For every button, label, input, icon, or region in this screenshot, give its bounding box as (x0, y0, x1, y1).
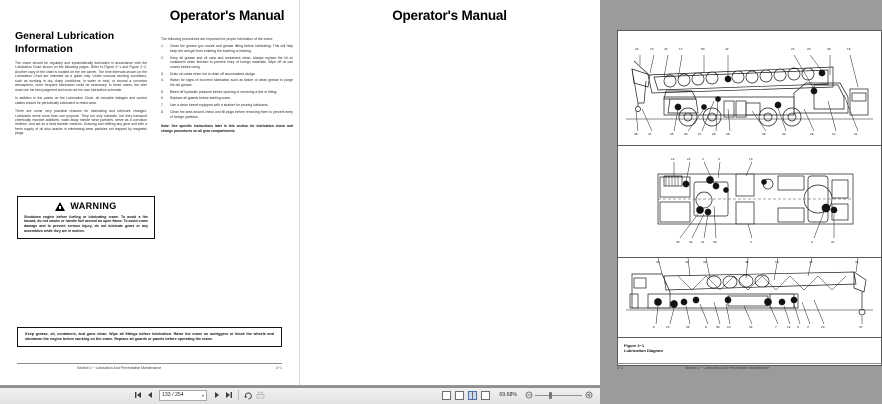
callout: 6 (653, 325, 655, 329)
callout: 3 (807, 325, 809, 329)
callout: 5 (797, 325, 799, 329)
callout: 2 (702, 157, 704, 161)
callout: 33 (676, 240, 680, 244)
list-number: 7. (161, 103, 164, 108)
warning-text: Shutdown engine before fueling or lubricating crane. To avoid a fire hazard, do not smoke or handle fuel around an open flame. To avoid crane damage and to prevent serious injury, do not lubricate gears or any assemblies while they are in motion. (24, 214, 148, 233)
warning-label: WARNING (70, 201, 117, 211)
page-number-input[interactable] (159, 390, 207, 401)
callout: 38 (716, 325, 720, 329)
callout: 40 (782, 132, 786, 136)
callout: 31 (701, 240, 705, 244)
footer-section-text: Section 2 − Lubrication And Preventative Maintenance (77, 366, 162, 370)
warning-triangle-icon (55, 202, 65, 211)
page-title-left: Operator's Manual (169, 8, 285, 23)
rotate-icon[interactable] (244, 390, 253, 401)
viewer-toolbar[interactable] (0, 385, 600, 404)
zoom-control[interactable] (524, 390, 593, 401)
notice-box (17, 327, 282, 347)
callout: 13 (749, 157, 753, 161)
continuous-view-button[interactable] (455, 391, 464, 400)
callout: 41 (685, 260, 689, 264)
list-item (161, 72, 293, 76)
paragraph-2: In addition to the points on the Lubrication Chart, all movable linkages and control cables should be periodically lubricated to resist wear. (15, 96, 147, 105)
zoom-slider-track (535, 395, 582, 396)
callout: 29 (810, 132, 814, 136)
page-title-right: Operator's Manual (392, 8, 507, 23)
zoom-out-icon[interactable] (524, 390, 533, 401)
callout: 25 (670, 132, 674, 136)
list-item (161, 103, 293, 107)
list-text: Drain oil cases when hot to drain off accumulated sludge. (170, 71, 256, 76)
page-number-value: 133 / 254 (162, 392, 184, 398)
callout: 24 (635, 47, 639, 51)
callout: 4 (750, 240, 752, 244)
procedures-note: Note: See specific instructions later in this section for lubrication check and change procedures on all gear compartments. (161, 124, 293, 133)
callout: 10 (727, 325, 731, 329)
figure-panel-top-view (618, 146, 881, 258)
right-column (161, 37, 293, 133)
list-item (161, 44, 293, 53)
footer-left (17, 363, 282, 372)
zoom-level-label: 69.68% (499, 392, 517, 398)
warning-header (24, 201, 148, 211)
list-number: 6. (161, 96, 164, 101)
callout: 7 (775, 325, 777, 329)
callout: 51 (854, 132, 858, 136)
next-page-button[interactable] (212, 390, 221, 401)
page-left (0, 0, 300, 386)
callout: 14 (832, 132, 836, 136)
list-text: Watch for signs of incorrect lubrication such as failure of clean grease to purge the old grease. (170, 78, 293, 87)
list-text: Replace all guards before starting crane. (170, 96, 232, 101)
callout: 21 (687, 157, 691, 161)
procedures-list (161, 44, 293, 119)
chevron-down-icon[interactable]: ▾ (201, 392, 204, 398)
callout: 15 (666, 325, 670, 329)
callout: 36 (686, 325, 690, 329)
list-number: 1. (161, 44, 164, 49)
toolbar-separator (238, 390, 239, 400)
paragraph-3: There are some very practical reasons for lubricating and lubricant changes. Lubricants serve more than one purpose. They not only lubricate, but they transport chemically reactive additives, wash away minute wear particles, serve as a corrosion inhibitor, and act as a heat transfer medium. Draining and refilling any gear unit with a fresh supply of oil also assists in eliminating wear particles not trapped by magnetic plugs. (15, 109, 147, 136)
callout: 23 (821, 325, 825, 329)
callout: 22 (791, 47, 795, 51)
left-column (15, 30, 147, 140)
page-navigation-group[interactable] (133, 390, 265, 401)
list-item (161, 110, 293, 119)
lubrication-figure (617, 30, 882, 366)
callout: 47 (648, 132, 652, 136)
zoom-slider[interactable] (535, 392, 582, 399)
callout: 34 (749, 325, 753, 329)
callout: 30 (713, 240, 717, 244)
callout: 42 (703, 260, 707, 264)
figure-number: Figure 2−1 (624, 343, 645, 348)
callout: 19 (650, 47, 654, 51)
last-page-button[interactable] (224, 390, 233, 401)
page-right (300, 0, 863, 386)
callout: 12 (671, 157, 675, 161)
callout: 8 (705, 325, 707, 329)
callout: 39 (762, 132, 766, 136)
footer-page-number: 2−1 (276, 366, 282, 370)
intro-paragraphs (15, 61, 147, 136)
list-item (161, 78, 293, 87)
procedures-intro: The following procedures are important for proper lubrication of the crane: (161, 37, 274, 41)
footer-row (617, 366, 882, 370)
callout: 14 (787, 325, 791, 329)
callout: 26 (684, 132, 688, 136)
figure-panel-travel-view (618, 258, 881, 338)
list-number: 2. (161, 55, 164, 60)
zoom-in-icon[interactable] (584, 390, 593, 401)
callout: 29 (712, 132, 716, 136)
single-page-view-button[interactable] (442, 391, 451, 400)
callout: 32 (689, 240, 693, 244)
callout: 9 (811, 240, 813, 244)
toolbar-top-edge (0, 386, 600, 388)
callout: 44 (855, 260, 859, 264)
footer-rule (17, 363, 282, 364)
warning-box (17, 196, 155, 239)
list-number: 5. (161, 89, 164, 94)
callout: 38 (745, 260, 749, 264)
callout: 46 (809, 260, 813, 264)
footer-row (17, 366, 282, 370)
footer-rule (617, 363, 882, 364)
list-text: Keep all grease and oil cans and containers clean. Always replace the lid on containers when finished to prevent entry of foreign materials. Wipe off oil can covers before using. (170, 55, 293, 69)
list-text: Bleed off hydraulic pressure before opening or removing a line or fitting. (170, 89, 278, 94)
callout: 17 (679, 47, 683, 51)
footer-right (617, 363, 882, 372)
callout: 37 (859, 325, 863, 329)
view-and-zoom-group[interactable] (442, 390, 593, 401)
two-page-view-button[interactable] (468, 391, 477, 400)
book-view-button[interactable] (481, 391, 490, 400)
callout: 20 (807, 47, 811, 51)
callout: 50 (701, 47, 705, 51)
list-number: 4. (161, 78, 164, 83)
callout: 42 (725, 47, 729, 51)
paragraph-1: The crane should be regularly and systematically lubricated in accordance with the Lubrication Chart shown on the following pages. Refer to Figure 2−1 and Figure 2−2. Another copy of the chart is located on the the carrier. The time intervals shown on the Lubrication Chart are intended as a guide only. Under unusual working conditions, such as working in dry, dusty conditions, in water or mud, or around a corrosive atmosphere, more frequent lubrication could be necessary. In these cases, the oiler must use his best judgment and work out his own lubrication schedule. (15, 61, 147, 92)
previous-page-button[interactable] (145, 390, 154, 401)
callout: 6 (718, 157, 720, 161)
list-item (161, 96, 293, 100)
list-item (161, 90, 293, 94)
callout: 16 (847, 47, 851, 51)
section-heading: General Lubrication Information (15, 30, 115, 55)
callout: 46 (656, 260, 660, 264)
callout: 49 (827, 47, 831, 51)
list-text: Clean the area around check and fill plugs before removing them to prevent entry of foreign particles. (170, 110, 293, 119)
list-item (161, 56, 293, 69)
footer-page-number: 2−2 (617, 366, 623, 370)
callout: 43 (664, 47, 668, 51)
callout: 18 (775, 260, 779, 264)
list-text: Clean the grease gun nozzle and grease fitting before lubricating. This will help keep dirt and grit from entering the bushing or bearing. (170, 44, 293, 53)
figure-caption (618, 338, 881, 365)
notice-text: Keep grease, oil, containers, and guns clean. Wipe all fittings before lubrication. Raise the crane on outriggers or block the wheels and shutdown the engine before working on the crane. Replace all guards or panels before operating the crane. (25, 332, 274, 342)
footer-section-text: Section 2 − Lubrication And Preventative Maintenance (684, 366, 770, 370)
callout: 31 (831, 240, 835, 244)
callout: 28 (726, 132, 730, 136)
list-text: Use a clean funnel equipped with a strainer for pouring lubricants. (170, 103, 269, 108)
crane-side-view-drawing (618, 31, 881, 145)
callout: 48 (634, 132, 638, 136)
list-number: 8. (161, 110, 164, 115)
callout: 27 (698, 132, 702, 136)
figure-title: Lubrication Diagram (624, 348, 663, 353)
print-icon[interactable] (256, 390, 265, 401)
figure-panel-side-view (618, 31, 881, 146)
zoom-slider-knob[interactable] (549, 392, 552, 399)
list-number: 3. (161, 71, 164, 76)
first-page-button[interactable] (133, 390, 142, 401)
